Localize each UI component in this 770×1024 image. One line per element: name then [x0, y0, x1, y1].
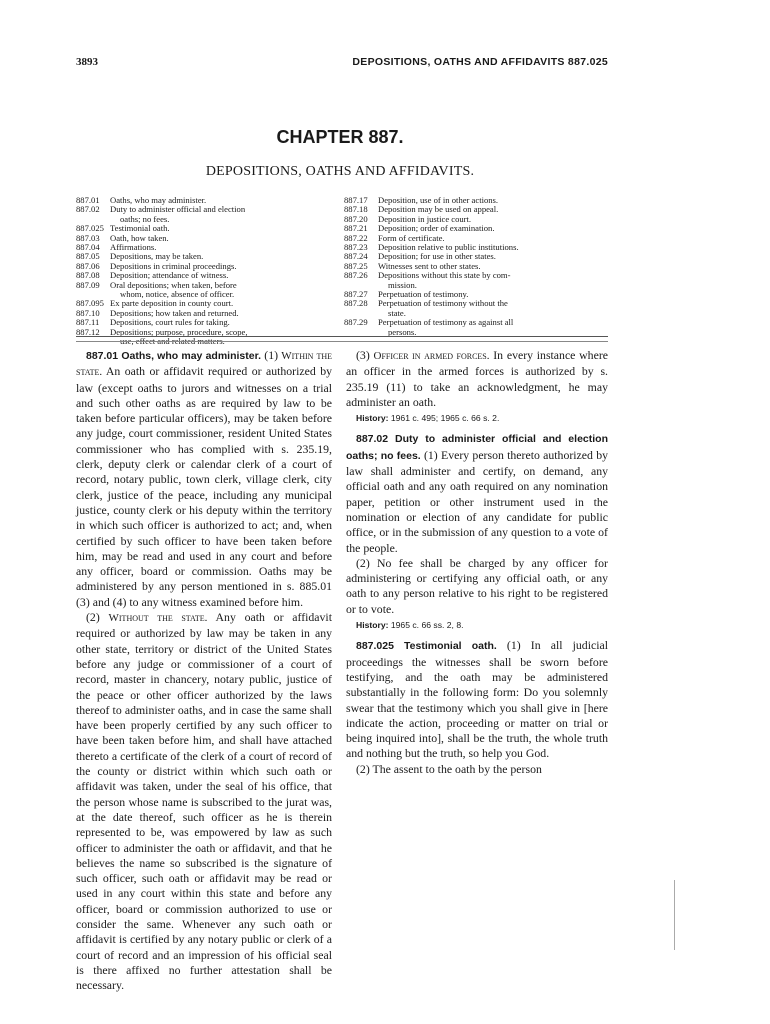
- toc-title: Deposition; order of examination.: [378, 223, 495, 234]
- toc-number: 887.11: [76, 317, 100, 328]
- toc-title: persons.: [388, 326, 417, 337]
- toc-number: 887.095: [76, 298, 104, 309]
- subsection-title: Within the state.: [76, 350, 332, 379]
- toc-number: 887.29: [344, 317, 368, 328]
- toc-title: mission.: [388, 279, 417, 290]
- section-heading: 887.02 Duty to administer official and election oaths; no fees.: [346, 433, 608, 462]
- toc-title: Deposition may be used on appeal.: [378, 204, 499, 215]
- toc-number: 887.28: [344, 298, 368, 309]
- toc-title: Depositions; purpose, procedure, scope,: [110, 326, 248, 337]
- toc-number: 887.05: [76, 251, 100, 262]
- toc-title: Oath, how taken.: [110, 232, 169, 243]
- toc-title: Depositions; how taken and returned.: [110, 307, 239, 318]
- margin-line: [674, 880, 675, 950]
- toc-title: Duty to administer official and election: [110, 204, 246, 215]
- toc-title: Depositions in criminal proceedings.: [110, 260, 237, 271]
- paragraph-text: (1) In all judicial proceedings the witnesses shall be sworn before testifying, and the oath may be administered substantially in the following form: Do you solemnly swear that the testimony which you shall give in [here indicate the action, proceeding or matter on trial or being inquired into], shall be the truth, the whole truth and nothing but the truth, so help you God.: [346, 638, 608, 761]
- toc-title: state.: [388, 307, 406, 318]
- toc-entry: [344, 299, 608, 308]
- toc-title: Deposition in justice court.: [378, 213, 472, 224]
- page-number: 3893: [76, 56, 98, 68]
- toc-entry: [344, 318, 608, 327]
- toc-number: 887.025: [76, 223, 104, 234]
- toc-right-column: [344, 196, 608, 337]
- section-887-01-sub3: (3) Officer in armed forces. In every instance where an officer in the armed forces is authorized by s. 235.19 (11) to take an acknowledgment, he may administer an oath.: [346, 348, 608, 409]
- toc-title: Ex parte deposition in county court.: [110, 298, 234, 309]
- paragraph-text: (2) No fee shall be charged by any officer for administering or certifying any official oath, or any oath to any person relative to his right to be registered or to vote.: [346, 555, 608, 616]
- toc-title: Form of certificate.: [378, 232, 445, 243]
- paragraph-text: Any oath or affidavit required or authorized by law may be taken in any other state, territory or district of the United States before any judge or commissioner of a court of record, master in chancery, notary public, justice of the peace or other officer authorized by the laws thereof to administer oaths, and in case the same shall have been properly certified by any such officer to have been taken before him, and shall have attached thereto a certificate of the clerk of a court of record of the county or district within which such oath or affidavit was taken, under the seal of his office, that the person whose name is subscribed to the jurat was, at the date thereof, such officer as he is therein represented to be, was empowered by law as such officer to administer the oath or affidavit, and that he believes the name so subscribed is the signature of such officer, such oath or affidavit may be read or used in any court within this state and before any officer, board or commission authorized to use or consider the same. Whenever any such oath or affidavit is certified by any notary public or clerk of a court of record and an impression of his official seal is there affixed no further attestation shall be necessary.: [76, 610, 332, 993]
- section-887-01-sub2: (2) Without the state. Any oath or affidavit required or authorized by law may be taken in any other state, territory or district of the United States before any judge or commissioner of a court of record, master in chancery, notary public, justice of the peace or other officer authorized by the laws thereof to administer oaths, and in case the same shall have been properly certified by any such officer to have been taken before him, and shall have attached thereto a certificate of the clerk of a court of record of the county or district within which such oath or affidavit was taken, under the seal of his office, that the person whose name is subscribed to the jurat was, at the date thereof, such officer as he is therein represented to be, was empowered by law as such officer to administer the oath or affidavit, and that he believes the name so subscribed is the signature of such officer, such oath or affidavit may be read or used in any court within this state and before any officer, board or commission authorized to use or consider the same. Whenever any such oath or affidavit is certified by any notary public or clerk of a court of record and an impression of his official seal is there affixed no further attestation shall be necessary.: [76, 610, 332, 993]
- running-head: DEPOSITIONS, OATHS AND AFFIDAVITS 887.025: [352, 56, 608, 68]
- toc-number: 887.08: [76, 270, 100, 281]
- toc-title: Oaths, who may administer.: [110, 195, 207, 205]
- toc-number: 887.27: [344, 289, 368, 300]
- divider-rule: [76, 341, 608, 342]
- section-heading: 887.01 Oaths, who may administer.: [86, 350, 262, 362]
- toc-number: 887.18: [344, 204, 368, 215]
- toc-number: 887.02: [76, 204, 100, 215]
- section-887-025-sub2: [346, 762, 608, 777]
- toc-number: 887.26: [344, 270, 368, 281]
- chapter-title: CHAPTER 887.: [276, 127, 404, 147]
- history-note: History: 1961 c. 495; 1965 c. 66 s. 2.: [356, 413, 500, 424]
- divider-rule: [76, 336, 608, 337]
- toc-entry: [76, 205, 334, 214]
- toc-title: Testimonial oath.: [110, 223, 170, 234]
- toc-title: Witnesses sent to other states.: [378, 260, 481, 271]
- toc-title: whom, notice, absence of officer.: [120, 289, 235, 300]
- toc-entry: [344, 271, 608, 280]
- section-887-01-sub1: 887.01 Oaths, who may administer. (1) Within the state. An oath or affidavit required or authorized by law (except oaths to jurors and witnesses on a trial and such other oaths as are required by law to be taken before particular officers), may be taken before any judge, court commissioner, resident United States commissioner who has complied with s. 235.19, clerk, deputy clerk or calendar clerk of a court of record, notary public, town clerk, village clerk, city clerk, justice of the peace, including any municipal justice, county clerk or his deputy within the territory in which such officer is authorized to act; and, when certified by such officer to have been taken before him, may be read and used in any court and before any officer, board or commission. Oaths may be administered by any person mentioned in s. 885.01 (3) and (4) to any witness examined before him.: [76, 348, 332, 609]
- toc-number: 887.20: [344, 213, 368, 224]
- toc-title: Deposition; attendance of witness.: [110, 270, 229, 281]
- toc-number: 887.22: [344, 232, 368, 243]
- toc-number: 887.25: [344, 260, 368, 271]
- toc-number: 887.12: [76, 326, 100, 337]
- toc-title: Oral depositions; when taken, before: [110, 279, 237, 290]
- section-heading: 887.025 Testimonial oath.: [356, 640, 497, 653]
- paragraph-text: In every instance where an officer in the armed forces is authorized by s. 235.19 (11) to take an acknowledgment, he may administer an oath.: [346, 348, 608, 409]
- toc-title: Deposition; for use in other states.: [378, 251, 496, 262]
- toc-title: Deposition relative to public institutions.: [378, 242, 519, 253]
- toc-title: Affirmations.: [110, 242, 157, 253]
- paragraph-text: An oath or affidavit required or authorized by law (except oaths to jurors and witnesses on a trial and such other oaths as are required by law to be taken before particular officers), may be taken before any judge, court commissioner, resident United States commissioner who has complied with s. 235.19, clerk, deputy clerk or calendar clerk of a court of record, notary public, town clerk, village clerk, city clerk, justice of the peace, including any municipal justice, county clerk or his deputy within the territory in which such officer is authorized to act; and, when certified by such officer to have been taken before him, may be read and used in any court and before any officer, board or commission. Oaths may be administered by any person mentioned in s. 885.01 (3) and (4) to any witness examined before him.: [76, 364, 332, 609]
- text-column-left: [76, 348, 332, 993]
- section-887-02-sub1: [346, 431, 608, 555]
- text-column-right: [346, 348, 608, 777]
- toc-number: 887.09: [76, 279, 100, 290]
- toc-title: Depositions, court rules for taking.: [110, 317, 230, 328]
- toc-number: 887.10: [76, 307, 100, 318]
- toc-number: 887.17: [344, 195, 368, 205]
- toc-title: Deposition, use of in other actions.: [378, 195, 499, 205]
- section-887-02-sub2: [346, 556, 608, 617]
- toc-title: Perpetuation of testimony as against all: [378, 317, 514, 328]
- toc-number: 887.04: [76, 242, 100, 253]
- history-note: History: 1965 c. 66 ss. 2, 8.: [356, 620, 464, 631]
- toc-title: use, effect and related matters.: [120, 336, 225, 347]
- page-header: [76, 56, 608, 70]
- chapter-subtitle: DEPOSITIONS, OATHS AND AFFIDAVITS.: [205, 164, 475, 179]
- toc-number: 887.06: [76, 260, 100, 271]
- toc-title: Perpetuation of testimony.: [378, 289, 469, 300]
- toc-number: 887.21: [344, 223, 368, 234]
- subsection-title: Without the state.: [108, 612, 208, 625]
- toc-title: Perpetuation of testimony without the: [378, 298, 508, 309]
- paragraph-text: (1) Every person thereto authorized by law shall administer and certify, on demand, any official oath and any oath required on any nomination paper, petition or other instrument used in the nomination or election of any candidate for public office, or in the submission of any question to a vote of the people.: [346, 447, 608, 555]
- toc-number: 887.01: [76, 195, 100, 205]
- subsection-title: Officer in armed forces.: [373, 350, 490, 362]
- section-887-025-sub1: [346, 638, 608, 761]
- toc-title: Depositions without this state by com-: [378, 270, 511, 281]
- toc-number: 887.24: [344, 251, 368, 262]
- paragraph-text: (2) The assent to the oath by the person: [356, 761, 542, 776]
- toc-title: oaths; no fees.: [120, 213, 170, 224]
- toc-number: 887.23: [344, 242, 368, 253]
- toc-title: Depositions, may be taken.: [110, 251, 204, 262]
- toc-left-column: [76, 196, 334, 347]
- toc-number: 887.03: [76, 232, 100, 243]
